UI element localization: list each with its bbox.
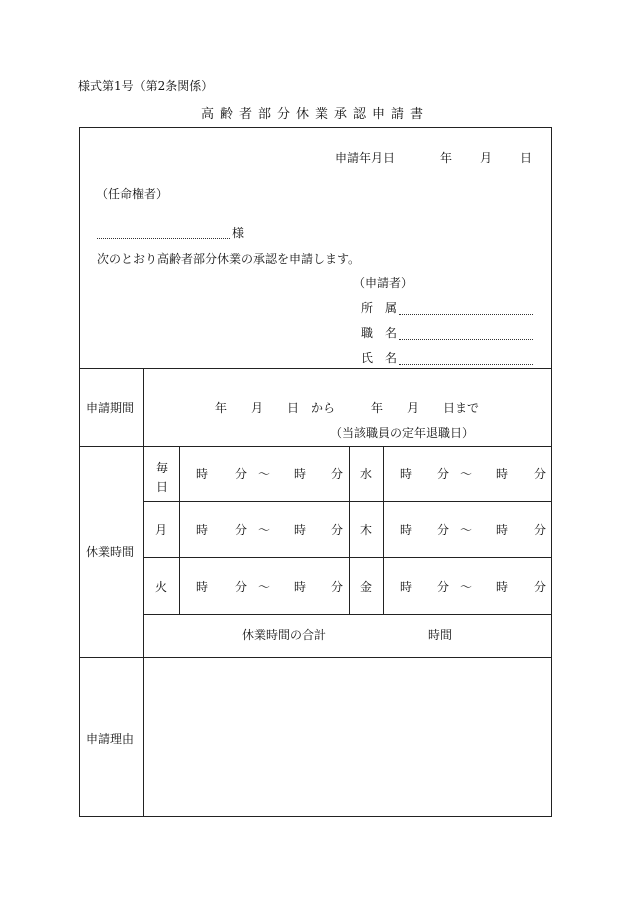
range-tilde: ～ — [460, 467, 473, 481]
retirement-date-note: （当該職員の定年退職日） — [330, 426, 475, 440]
start-minute-unit: 分 — [235, 580, 248, 594]
day-thursday: 木 — [360, 523, 373, 537]
start-hour-unit: 時 — [196, 523, 209, 537]
start-hour-unit: 時 — [400, 580, 413, 594]
row-divider-period — [79, 446, 552, 447]
start-hour-unit: 時 — [400, 523, 413, 537]
range-tilde: ～ — [460, 580, 473, 594]
application-statement: 次のとおり高齢者部分休業の承認を申請します。 — [97, 252, 361, 266]
end-minute-unit: 分 — [331, 523, 344, 537]
range-tilde: ～ — [258, 580, 271, 594]
day-column-divider-left — [179, 446, 180, 614]
end-hour-unit: 時 — [294, 580, 307, 594]
end-minute-unit: 分 — [534, 580, 547, 594]
label-column-divider — [143, 368, 144, 817]
start-minute-unit: 分 — [437, 580, 450, 594]
application-year-unit: 年 — [440, 151, 453, 165]
form-reference: 様式第1号（第2条関係） — [78, 79, 214, 93]
end-minute-unit: 分 — [331, 467, 344, 481]
document-title: 高齢者部分休業承認申請書 — [200, 107, 429, 122]
affiliation-label: 所 属 — [361, 301, 398, 315]
end-hour-unit: 時 — [496, 467, 509, 481]
appointer-label: （任命権者） — [96, 187, 169, 201]
day-wednesday: 水 — [360, 467, 373, 481]
end-hour-unit: 時 — [496, 580, 509, 594]
row-divider-hours-3 — [143, 614, 552, 615]
appointer-honorific: 様 — [232, 226, 245, 240]
day-column-divider-right — [383, 446, 384, 614]
reason-label: 申請理由 — [86, 732, 135, 746]
end-minute-unit: 分 — [331, 580, 344, 594]
application-date-label: 申請年月日 — [335, 151, 396, 165]
position-label: 職 名 — [361, 326, 398, 340]
end-hour-unit: 時 — [294, 523, 307, 537]
day-everyday: 毎 日 — [155, 461, 168, 495]
row-divider-hours-1 — [143, 501, 552, 502]
name-label: 氏 名 — [361, 351, 398, 365]
row-divider-hours-2 — [143, 557, 552, 558]
position-field[interactable] — [399, 339, 533, 340]
period-range[interactable]: 年 月 日 から 年 月 日まで — [215, 401, 480, 415]
start-hour-unit: 時 — [400, 467, 413, 481]
end-minute-unit: 分 — [534, 523, 547, 537]
application-month-unit: 月 — [480, 151, 493, 165]
total-hours-label: 休業時間の合計 — [242, 628, 327, 642]
period-label: 申請期間 — [86, 401, 135, 415]
range-tilde: ～ — [258, 523, 271, 537]
range-tilde: ～ — [258, 467, 271, 481]
name-field[interactable] — [399, 364, 533, 365]
applicant-label: （申請者） — [353, 276, 414, 290]
end-minute-unit: 分 — [534, 467, 547, 481]
start-minute-unit: 分 — [437, 467, 450, 481]
affiliation-field[interactable] — [399, 314, 533, 315]
start-hour-unit: 時 — [196, 580, 209, 594]
start-minute-unit: 分 — [437, 523, 450, 537]
day-monday: 月 — [155, 523, 168, 537]
day-column-divider-mid — [349, 446, 350, 614]
appointer-name-field[interactable] — [97, 238, 230, 239]
start-minute-unit: 分 — [235, 467, 248, 481]
end-hour-unit: 時 — [294, 467, 307, 481]
row-divider-header — [79, 368, 552, 369]
row-divider-hours-total — [79, 657, 552, 658]
day-friday: 金 — [360, 580, 373, 594]
end-hour-unit: 時 — [496, 523, 509, 537]
start-minute-unit: 分 — [235, 523, 248, 537]
day-tuesday: 火 — [155, 580, 168, 594]
reason-field[interactable] — [145, 659, 550, 815]
range-tilde: ～ — [460, 523, 473, 537]
total-hours-unit[interactable]: 時間 — [428, 628, 453, 642]
hours-label: 休業時間 — [86, 545, 135, 559]
application-day-unit: 日 — [520, 151, 533, 165]
start-hour-unit: 時 — [196, 467, 209, 481]
